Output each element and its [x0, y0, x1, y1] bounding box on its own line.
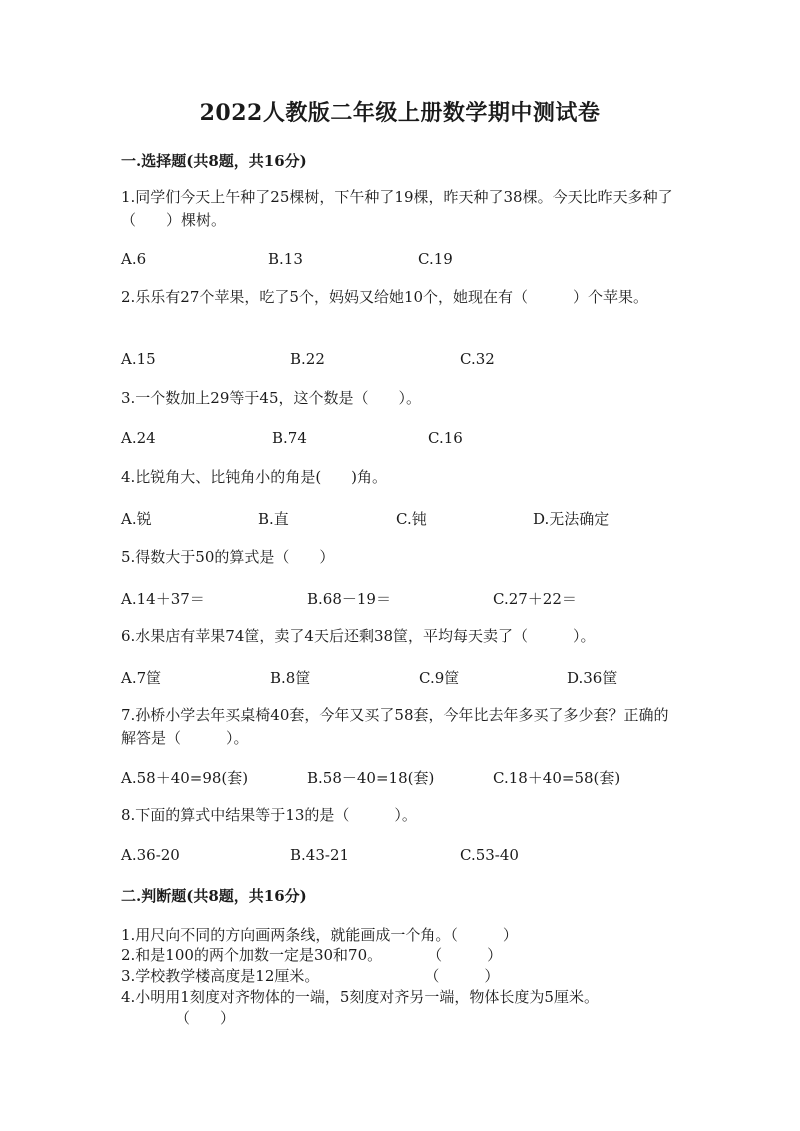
judge-item-4-bracket: （ ）	[175, 1009, 236, 1027]
option-6a: A.7筐	[121, 669, 162, 687]
section-heading-choice: 一.选择题(共8题，共16分)	[121, 152, 307, 170]
option-4a: A.锐	[121, 510, 152, 528]
option-7c: C.18＋40=58(套)	[493, 769, 621, 787]
option-7a: A.58＋40=98(套)	[121, 769, 249, 787]
section-heading-judgement: 二.判断题(共8题，共16分)	[121, 887, 307, 905]
option-4b: B.直	[258, 510, 289, 528]
option-3a: A.24	[121, 429, 156, 447]
judge-item-4: 4.小明用1刻度对齐物体的一端，5刻度对齐另一端，物体长度为5厘米。	[121, 988, 599, 1006]
question-7: 7.孙桥小学去年买桌椅40套，今年又买了58套，今年比去年多买了多少套？正确的解答是（ ）。	[121, 706, 669, 747]
page-title: 2022人教版二年级上册数学期中测试卷	[199, 100, 601, 126]
question-4: 4.比锐角大、比钝角小的角是( )角。	[121, 468, 388, 486]
option-3b: B.74	[272, 429, 307, 447]
option-1a: A.6	[121, 250, 147, 268]
question-6: 6.水果店有苹果74筐，卖了4天后还剩38筐，平均每天卖了（ ）。	[121, 627, 596, 645]
judge-item-1: 1.用尺向不同的方向画两条线，就能画成一个角。（ ）	[121, 926, 518, 944]
option-2a: A.15	[121, 350, 156, 368]
question-8: 8.下面的算式中结果等于13的是（ ）。	[121, 806, 417, 824]
option-2b: B.22	[290, 350, 325, 368]
option-8a: A.36-20	[121, 846, 180, 864]
option-6d: D.36筐	[567, 669, 618, 687]
option-1b: B.13	[268, 250, 303, 268]
option-1c: C.19	[418, 250, 453, 268]
judge-item-2: 2.和是100的两个加数一定是30和70。 （ ）	[121, 946, 503, 964]
option-3c: C.16	[428, 429, 463, 447]
option-8b: B.43-21	[290, 846, 350, 864]
option-6c: C.9筐	[419, 669, 460, 687]
option-5b: B.68－19＝	[307, 590, 391, 608]
option-6b: B.8筐	[270, 669, 311, 687]
option-5a: A.14＋37＝	[121, 590, 205, 608]
question-1: 1.同学们今天上午种了25棵树，下午种了19棵，昨天种了38棵。今天比昨天多种了（ ）棵树。	[121, 188, 673, 229]
option-5c: C.27＋22＝	[493, 590, 577, 608]
option-2c: C.32	[460, 350, 495, 368]
question-3: 3.一个数加上29等于45，这个数是（ ）。	[121, 389, 421, 407]
judge-item-3: 3.学校教学楼高度是12厘米。 （ ）	[121, 967, 500, 985]
option-4d: D.无法确定	[533, 510, 610, 528]
question-2: 2.乐乐有27个苹果，吃了5个，妈妈又给她10个，她现在有（ ）个苹果。	[121, 288, 649, 306]
option-8c: C.53-40	[460, 846, 519, 864]
option-4c: C.钝	[396, 510, 427, 528]
option-7b: B.58－40=18(套)	[307, 769, 435, 787]
question-5: 5.得数大于50的算式是（ ）	[121, 548, 335, 566]
